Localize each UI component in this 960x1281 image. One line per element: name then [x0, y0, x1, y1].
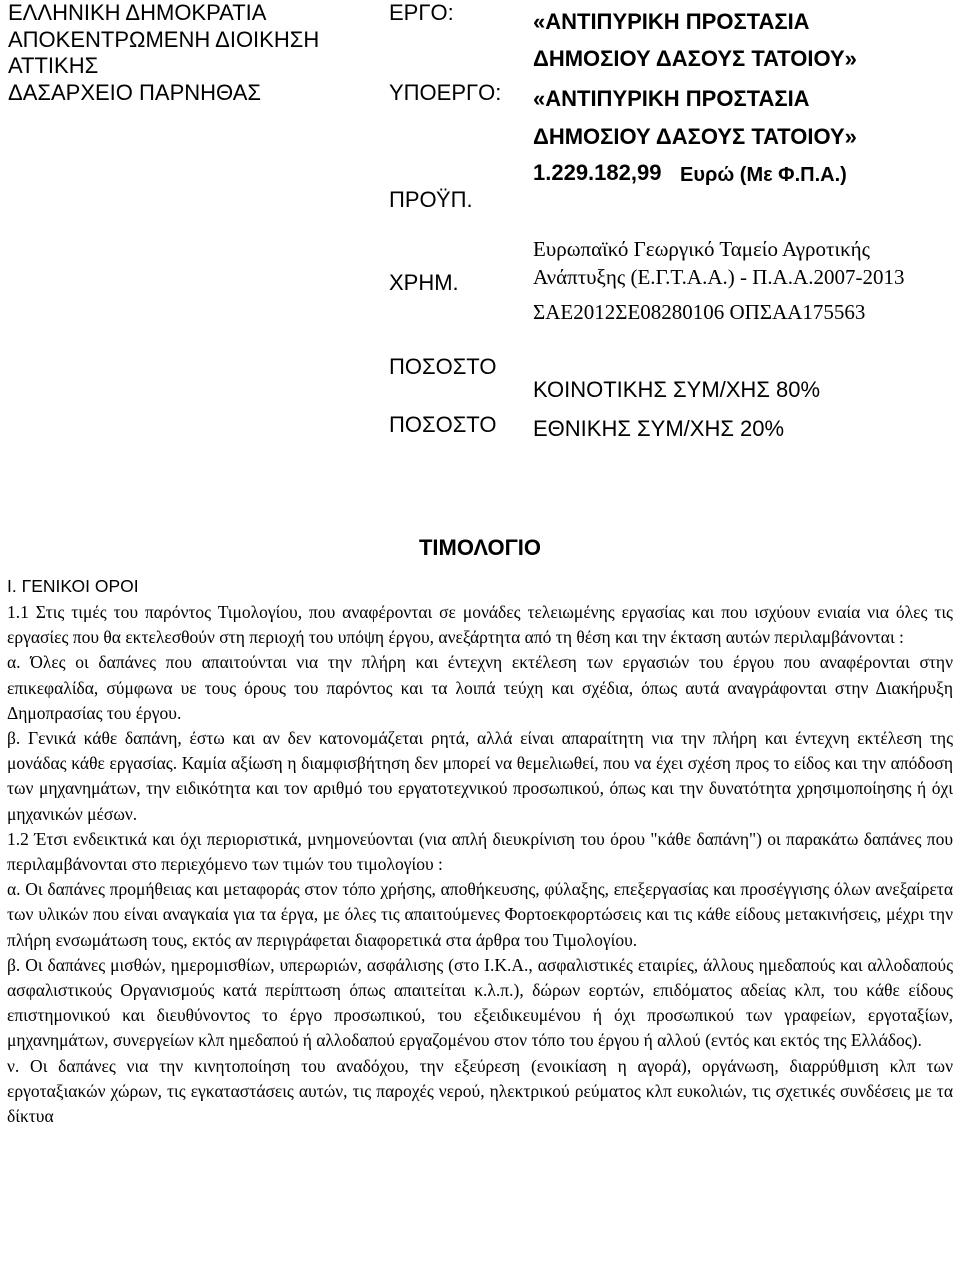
section-heading: Ι. ΓΕΝΙΚΟΙ ΟΡΟΙ [7, 576, 139, 596]
project-value-line-1: «ΑΝΤΙΠΥΡΙΚΗ ΠΡΟΣΤΑΣΙΑ [533, 9, 810, 34]
paragraph-1-2-beta: β. Οι δαπάνες μισθών, ημερομισθίων, υπερωριών, ασφάλισης (στο Ι.Κ.Α., ασφαλιστικές εταιρίες, άλλους ημεδαπούς και αλλοδαπούς ασφαλιστικούς Οργανισμούς κατά περίπτωση όπως απαιτείται κ.λ.π.), δώρων εορτών, επιδόματος αδείας κλπ, του κάθε είδους επιστημονικού και διευθύνοντος το έργο προσωπικού, του εξειδικευμένου ή όχι προσωπικού των γραφείων, εργοταξίων, μηχανημάτων, συνεργείων κλπ ημεδαπού ή αλλοδαπού εργαζομένου στον τόπο του έργου ή αλλού (εντός και εκτός της Ελλάδος). [7, 954, 953, 1051]
subproject-value-line-2: ΔΗΜΟΣΙΟΥ ΔΑΣΟΥΣ ΤΑΤΟΙΟΥ» [533, 124, 857, 149]
authority-line-1: ΕΛΛΗΝΙΚΗ ΔΗΜΟΚΡΑΤΙΑ [8, 0, 267, 25]
paragraph-1-2: 1.2 Έτσι ενδεικτικά και όχι περιοριστικά, μνημονεύονται (νια απλή διευκρίνιση του όρου "κάθε δαπάνη") οι παρακάτω δαπάνες που περιλαμβάνονται στο περιεχόμενο των τιμών του τιμολογίου : [7, 828, 953, 875]
ratio-community-value: ΚΟΙΝΟΤΙΚΗΣ ΣΥΜ/ΧΗΣ 80% [533, 377, 821, 402]
budget-amount: 1.229.182,99 [533, 160, 662, 185]
budget-label: ΠΡΟΫΠ. [389, 187, 473, 212]
authority-line-2: ΑΠΟΚΕΝΤΡΩΜΕΝΗ ΔΙΟΙΚΗΣΗ [8, 27, 320, 52]
project-value-line-2: ΔΗΜΟΣΙΟΥ ΔΑΣΟΥΣ ΤΑΤΟΙΟΥ» [533, 46, 857, 71]
document-body [7, 600, 953, 1129]
ratio-national-label: ΠΟΣΟΣΤΟ [389, 412, 497, 437]
paragraph-beta: β. Γενικά κάθε δαπάνη, έστω και αν δεν κατονομάζεται ρητά, αλλά είναι απαραίτητη νια την πλήρη και έντεχνη εκτέλεση της μονάδας κάθε εργασίας. Καμία αξίωση η διαμφισβήτηση δεν μπορεί να θεμελιωθεί, που να έχει σχέση προς το είδος και την απόδοση των μηχανημάτων, την ειδικότητα και τον αριθμό του εργατοτεχνικού προσωπικού, όπως και την δυνατότητα χρησιμοποίησης ή όχι μηχανικών μέσων. [7, 728, 953, 824]
project-label: ΕΡΓΟ: [389, 0, 454, 25]
funding-line-1: Ευρωπαϊκό Γεωργικό Ταμείο Αγροτικής [533, 237, 870, 261]
paragraph-1-2-gamma: ν. Οι δαπάνες νια την κινητοποίηση του αναδόχου, την εξεύρεση (ενοικίαση η αγορά), οργάνωση, διαρρύθμιση κλπ των εργοταξιακών χώρων, τις εγκαταστάσεις αυτών, τις παροχές νερού, ηλεκτρικού ρεύματος κλπ ευκολιών, τις σχετικές συνδέσεις με τα δίκτυα [7, 1055, 953, 1127]
paragraph-alpha: α. Όλες οι δαπάνες που απαιτούνται νια την πλήρη και έντεχνη εκτέλεση των εργασιών του έργου που αναφέρονται στην επικεφαλίδα, σύμφωνα υε τους όρους του παρόντος και τα λοιπά τεύχη και σχέδια, όπως αυτά αναγράφονται στην Διακήρυξη Δημοπρασίας του έργου. [7, 652, 953, 723]
budget-suffix: Ευρώ (Με Φ.Π.Α.) [680, 164, 847, 186]
funding-line-2: Ανάπτυξης (Ε.Γ.Τ.Α.Α.) - Π.Α.Α.2007-2013 [533, 265, 905, 289]
ratio-community-label: ΠΟΣΟΣΤΟ [389, 354, 497, 379]
subproject-label: ΥΠΟΕΡΓΟ: [389, 80, 502, 105]
document-title: ΤΙΜΟΛΟΓΙΟ [418, 535, 542, 560]
funding-label: ΧΡΗΜ. [389, 270, 459, 295]
funding-line-3: ΣΑΕ2012ΣΕ08280106 ΟΠΣΑΑ175563 [533, 300, 866, 324]
paragraph-1-1: 1.1 Στις τιμές του παρόντος Τιμολογίου, που αναφέρονται σε μονάδες τελειωμένης εργασίας και που ισχύουν ενιαία νια όλες τις εργασίες που θα εκτελεσθούν στη περιοχή του υπόψη έργου, ανεξάρτητα από τη θέση και την έκταση αυτών περιλαμβάνονται : [7, 602, 953, 648]
authority-line-4: ΔΑΣΑΡΧΕΙΟ ΠΑΡΝΗΘΑΣ [8, 80, 261, 105]
authority-line-3: ΑΤΤΙΚΗΣ [8, 53, 99, 78]
paragraph-1-2-alpha: α. Οι δαπάνες προμήθειας και μεταφοράς στον τόπο χρήσης, αποθήκευσης, φύλαξης, επεξεργασίας και προσέγγισης όλων ανεξαίρετα των υλικών που είναι αναγκαία για τα έργα, με όλες τις απαιτούμενες Φορτοεκφορτώσεις και τις κάθε είδους μετακινήσεις, μέχρι την πλήρη ενσωμάτωση τους, εκτός αν περιγράφεται διαφορετικά στα άρθρα του Τιμολογίου. [7, 879, 953, 950]
ratio-national-value: ΕΘΝΙΚΗΣ ΣΥΜ/ΧΗΣ 20% [533, 416, 785, 441]
subproject-value-line-1: «ΑΝΤΙΠΥΡΙΚΗ ΠΡΟΣΤΑΣΙΑ [533, 86, 810, 111]
